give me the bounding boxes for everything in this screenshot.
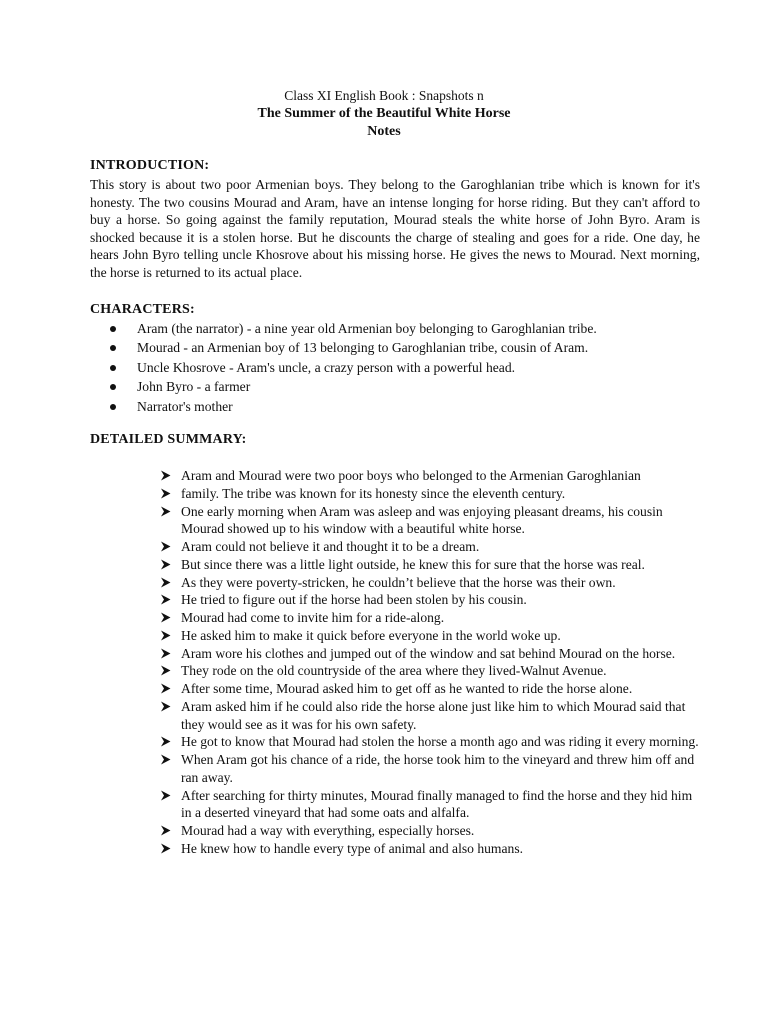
list-item bbox=[160, 698, 705, 733]
list-item bbox=[110, 358, 597, 377]
arrow-bullet-icon bbox=[160, 825, 171, 836]
introduction-paragraph: This story is about two poor Armenian boys. They belong to the Garoghlanian tribe which is known for it's honesty. The two cousins Mourad and Aram, have an intense longing for horse riding. But they can't afford to buy a horse. So going against the family reputation, Mourad steals the white horse of John Byro. Aram is shocked because it is a stolen horse. But he discounts the charge of stealing and goes for a ride. One day, he hears John Byro telling uncle Khosrove about his missing horse. He gives the news to Mourad. Next morning, the horse is returned to its actual place. bbox=[90, 177, 700, 280]
list-item bbox=[160, 503, 705, 538]
bullet-icon bbox=[110, 345, 116, 351]
summary-text: As they were poverty-stricken, he couldn’t believe that the horse was their own. bbox=[181, 574, 616, 590]
arrow-bullet-icon bbox=[160, 790, 171, 801]
list-item bbox=[110, 319, 597, 338]
arrow-bullet-icon bbox=[160, 470, 171, 481]
list-item bbox=[160, 574, 705, 592]
summary-text: family. The tribe was known for its honesty since the eleventh century. bbox=[181, 485, 566, 501]
list-item bbox=[160, 467, 705, 485]
character-text: Uncle Khosrove - Aram's uncle, a crazy person with a powerful head. bbox=[137, 359, 516, 375]
character-text: Aram (the narrator) - a nine year old Armenian boy belonging to Garoghlanian tribe. bbox=[137, 321, 597, 336]
summary-text: Mourad had a way with everything, especially horses. bbox=[181, 822, 475, 838]
arrow-bullet-icon bbox=[160, 541, 171, 552]
summary-text: He tried to figure out if the horse had been stolen by his cousin. bbox=[181, 592, 527, 608]
document-subtitle: Notes bbox=[367, 124, 401, 139]
summary-text: Aram wore his clothes and jumped out of the window and sat behind Mourad on the horse. bbox=[181, 645, 676, 661]
arrow-bullet-icon bbox=[160, 630, 171, 641]
list-item bbox=[160, 840, 705, 858]
summary-heading: DETAILED SUMMARY: bbox=[90, 432, 247, 447]
list-item bbox=[160, 645, 705, 663]
list-item bbox=[160, 556, 705, 574]
bullet-icon bbox=[110, 326, 116, 332]
arrow-bullet-icon bbox=[160, 665, 171, 676]
list-item bbox=[160, 822, 705, 840]
arrow-bullet-icon bbox=[160, 506, 171, 517]
summary-text: Aram asked him if he could also ride the horse alone just like him to which Mourad said that they would see as it was for his own safety. bbox=[181, 698, 686, 732]
summary-text: He asked him to make it quick before everyone in the world woke up. bbox=[181, 627, 561, 643]
summary-text: He knew how to handle every type of animal and also humans. bbox=[181, 840, 524, 856]
document-title: The Summer of the Beautiful White Horse bbox=[257, 106, 511, 121]
summary-text: Aram and Mourad were two poor boys who belonged to the Armenian Garoghlanian bbox=[181, 468, 641, 483]
characters-heading: CHARACTERS: bbox=[90, 302, 195, 317]
characters-list bbox=[110, 319, 597, 416]
list-item bbox=[160, 485, 705, 503]
list-item bbox=[160, 627, 705, 645]
character-text: John Byro - a farmer bbox=[137, 379, 251, 395]
list-item bbox=[110, 377, 597, 396]
book-line: Class XI English Book : Snapshots n bbox=[284, 88, 484, 103]
summary-text: After searching for thirty minutes, Mourad finally managed to find the horse and they hid him in a deserted vineyard that had some oats and alfalfa. bbox=[181, 787, 693, 821]
arrow-bullet-icon bbox=[160, 736, 171, 747]
summary-text: But since there was a little light outside, he knew this for sure that the horse was real. bbox=[181, 556, 645, 572]
bullet-icon bbox=[110, 365, 116, 371]
list-item bbox=[160, 609, 705, 627]
character-text: Narrator's mother bbox=[137, 398, 233, 414]
summary-text: He got to know that Mourad had stolen the horse a month ago and was riding it every morning. bbox=[181, 734, 699, 750]
arrow-bullet-icon bbox=[160, 843, 171, 854]
summary-text: When Aram got his chance of a ride, the horse took him to the vineyard and threw him off and ran away. bbox=[181, 752, 695, 785]
summary-text: Mourad had come to invite him for a ride-along. bbox=[181, 610, 445, 626]
list-item bbox=[160, 751, 705, 786]
list-item bbox=[160, 787, 705, 822]
introduction-heading: INTRODUCTION: bbox=[90, 158, 210, 173]
list-item bbox=[160, 662, 705, 680]
bullet-icon bbox=[110, 384, 116, 390]
summary-text: They rode on the old countryside of the area where they lived-Walnut Avenue. bbox=[181, 663, 607, 679]
arrow-bullet-icon bbox=[160, 594, 171, 605]
arrow-bullet-icon bbox=[160, 612, 171, 623]
list-item bbox=[160, 591, 705, 609]
arrow-bullet-icon bbox=[160, 683, 171, 694]
list-item bbox=[110, 397, 597, 416]
arrow-bullet-icon bbox=[160, 488, 171, 499]
list-item bbox=[160, 733, 705, 751]
arrow-bullet-icon bbox=[160, 754, 171, 765]
arrow-bullet-icon bbox=[160, 648, 171, 659]
summary-text: One early morning when Aram was asleep and was enjoying pleasant dreams, his cousin Mourad showed up to his window with a beautiful white horse. bbox=[181, 503, 663, 537]
list-item bbox=[110, 338, 597, 357]
arrow-bullet-icon bbox=[160, 577, 171, 588]
summary-text: Aram could not believe it and thought it to be a dream. bbox=[181, 538, 480, 554]
list-item bbox=[160, 538, 705, 556]
summary-text: After some time, Mourad asked him to get off as he wanted to ride the horse alone. bbox=[181, 681, 633, 697]
bullet-icon bbox=[110, 404, 116, 410]
summary-list bbox=[160, 467, 705, 857]
character-text: Mourad - an Armenian boy of 13 belonging to Garoghlanian tribe, cousin of Aram. bbox=[137, 340, 589, 356]
arrow-bullet-icon bbox=[160, 559, 171, 570]
arrow-bullet-icon bbox=[160, 701, 171, 712]
list-item bbox=[160, 680, 705, 698]
